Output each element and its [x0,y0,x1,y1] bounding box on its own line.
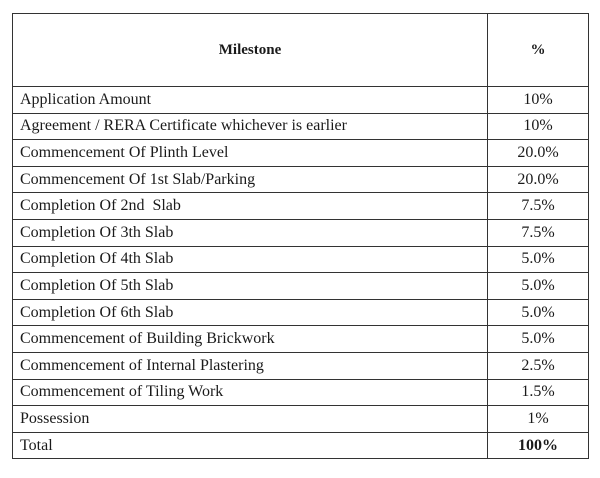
milestone-cell: Commencement of Internal Plastering [13,352,488,379]
percent-cell: 20.0% [488,140,589,167]
percent-cell: 10% [488,113,589,140]
total-row [13,432,589,459]
table-row [13,219,589,246]
percent-cell: 5.0% [488,299,589,326]
total-percent: 100% [488,432,589,459]
percent-cell: 1.5% [488,379,589,406]
milestone-cell: Completion Of 4th Slab [13,246,488,273]
milestone-cell: Agreement / RERA Certificate whichever is earlier [13,113,488,140]
milestone-cell: Possession [13,406,488,433]
percent-cell: 7.5% [488,219,589,246]
table-row [13,87,589,114]
total-label: Total [13,432,488,459]
milestone-cell: Commencement Of 1st Slab/Parking [13,166,488,193]
milestone-cell: Completion Of 6th Slab [13,299,488,326]
percent-cell: 5.0% [488,273,589,300]
table-row [13,379,589,406]
table-row [13,193,589,220]
table-header-row [13,14,589,87]
percent-cell: 5.0% [488,246,589,273]
table-row [13,246,589,273]
milestone-cell: Commencement Of Plinth Level [13,140,488,167]
payment-schedule-table [12,13,589,459]
percent-cell: 2.5% [488,352,589,379]
table-row [13,406,589,433]
milestone-cell: Completion Of 2nd Slab [13,193,488,220]
milestone-column-header: Milestone [13,14,488,87]
percent-cell: 20.0% [488,166,589,193]
table-row [13,299,589,326]
milestone-cell: Commencement of Building Brickwork [13,326,488,353]
table-row [13,140,589,167]
table-row [13,326,589,353]
milestone-cell: Commencement of Tiling Work [13,379,488,406]
table-row [13,352,589,379]
table-row [13,273,589,300]
percent-cell: 5.0% [488,326,589,353]
percent-cell: 7.5% [488,193,589,220]
payment-schedule-table-container [12,13,588,459]
milestone-cell: Completion Of 5th Slab [13,273,488,300]
milestone-cell: Completion Of 3th Slab [13,219,488,246]
milestone-cell: Application Amount [13,87,488,114]
table-row [13,166,589,193]
table-row [13,113,589,140]
percent-cell: 1% [488,406,589,433]
percent-cell: 10% [488,87,589,114]
percent-column-header: % [488,14,589,87]
